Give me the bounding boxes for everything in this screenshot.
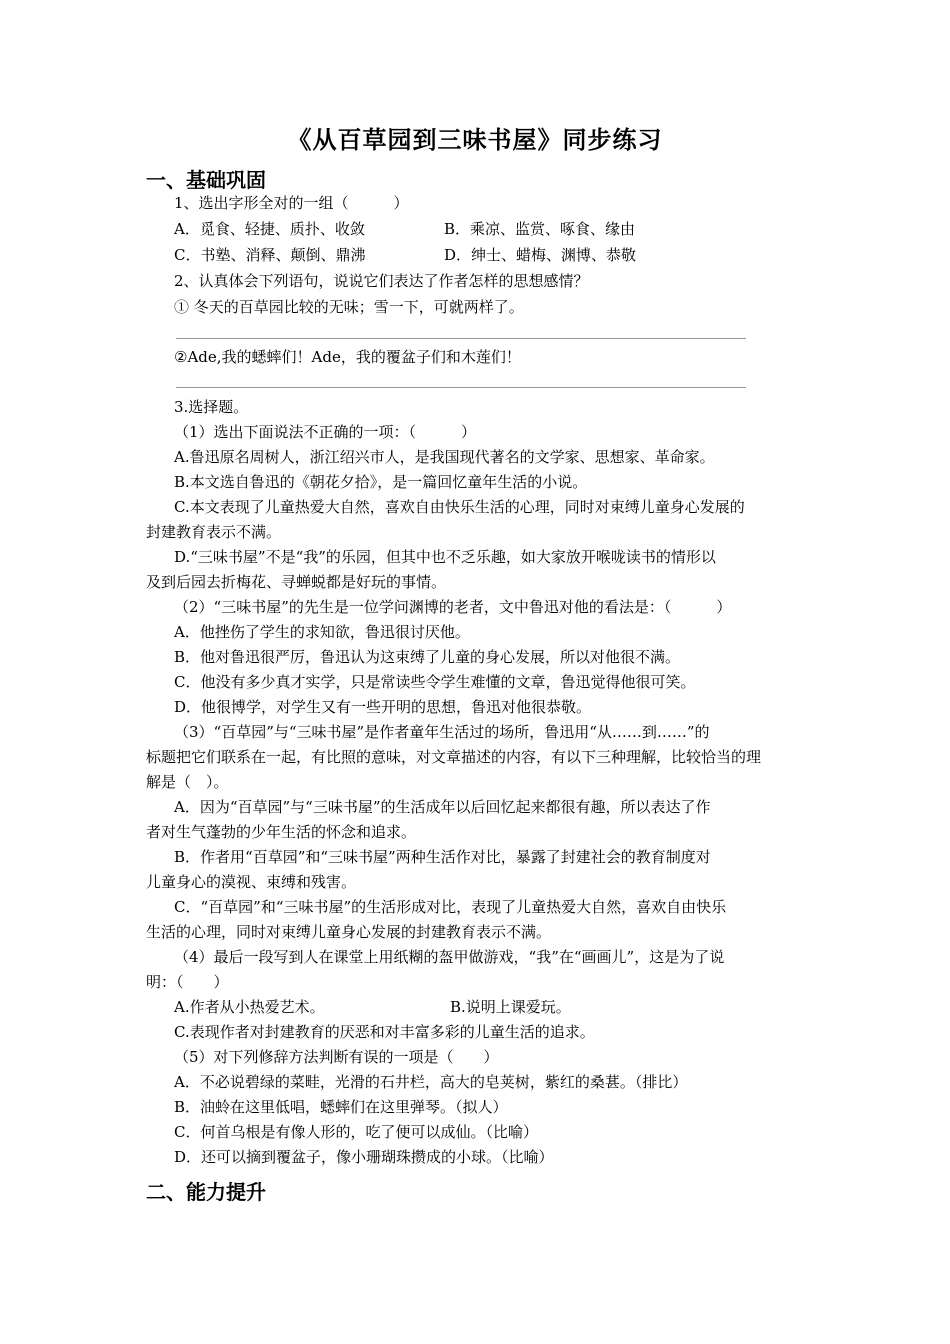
q2-sentence-2: ②Ade,我的蟋蟀们！Ade，我的覆盆子们和木莲们！ — [174, 348, 521, 366]
q3-2-stem: （2）“三味书屋”的先生是一位学问渊博的老者，文中鲁迅对他的看法是：（ ） — [174, 598, 732, 616]
q3-4-row1 — [174, 997, 571, 1017]
q2-sentence-1: ① 冬天的百草园比较的无味；雪一下，可就两样了。 — [174, 298, 524, 316]
q3-4-option-b: B.说明上课爱玩。 — [450, 998, 571, 1016]
answer-line-2 — [176, 387, 746, 388]
q3-4-option-c: C.表现作者对封建教育的厌恶和对丰富多彩的儿童生活的追求。 — [174, 1023, 595, 1041]
q3-2-option-d: D．他很博学，对学生又有一些开明的思想，鲁迅对他很恭敬。 — [174, 698, 592, 716]
q3-3-stem-line2: 标题把它们联系在一起，有比照的意味，对文章描述的内容，有以下三种理解，比较恰当的理 — [146, 748, 762, 766]
q3-1-option-c-line1: C.本文表现了儿童热爱大自然，喜欢自由快乐生活的心理，同时对束缚儿童身心发展的 — [174, 498, 745, 516]
section-heading-advanced: 二、能力提升 — [146, 1180, 266, 1204]
q3-1-option-d-line2: 及到后园去折梅花、寻蝉蜕都是好玩的事情。 — [146, 573, 447, 591]
q3-2-option-a: A．他挫伤了学生的求知欲，鲁迅很讨厌他。 — [174, 623, 470, 641]
q3-2-option-b: B．他对鲁迅很严厉，鲁迅认为这束缚了儿童的身心发展，所以对他很不满。 — [174, 648, 681, 666]
section-heading-basic: 一、基础巩固 — [146, 168, 266, 192]
q3-4-stem-line2: 明：（ ） — [146, 973, 229, 991]
q3-5-option-a: A．不必说碧绿的菜畦，光滑的石井栏，高大的皂荚树，紫红的桑葚。（排比） — [174, 1073, 688, 1091]
q3-3-stem-line3: 解是（ ）。 — [146, 773, 229, 791]
page-title: 《从百草园到三味书屋》同步练习 — [287, 125, 663, 154]
q1-option-c: C．书塾、消释、颠倒、鼎沸 — [174, 246, 366, 264]
q3-5-option-c: C．何首乌根是有像人形的，吃了便可以成仙。（比喻） — [174, 1123, 538, 1141]
q3-3-option-b-line2: 儿童身心的漠视、束缚和残害。 — [146, 873, 357, 891]
q1-option-d: D．绅士、蜡梅、渊博、恭敬 — [444, 246, 637, 264]
q3-1-option-b: B.本文选自鲁迅的《朝花夕拾》，是一篇回忆童年生活的小说。 — [174, 473, 588, 491]
q3-1-option-d-line1: D.“三味书屋”不是“我”的乐园，但其中也不乏乐趣，如大家放开喉咙读书的情形以 — [174, 548, 716, 566]
q3-2-option-c: C．他没有多少真才实学，只是常读些令学生难懂的文章，鲁迅觉得他很可笑。 — [174, 673, 696, 691]
q1-option-b: B．乘凉、监赏、啄食、缘由 — [444, 220, 636, 238]
q3-5-stem: （5）对下列修辞方法判断有误的一项是（ ） — [174, 1048, 499, 1066]
q3-3-stem-line1: （3）“百草园”与“三味书屋”是作者童年生活过的场所，鲁迅用“从……到……”的 — [174, 723, 710, 741]
q3-1-option-c-line2: 封建教育表示不满。 — [146, 523, 282, 541]
q3-3-option-c-line1: C．“百草园”和“三味书屋”的生活形成对比，表现了儿童热爱大自然，喜欢自由快乐 — [174, 898, 727, 916]
q3-3-option-b-line1: B．作者用“百草园”和“三味书屋”两种生活作对比，暴露了封建社会的教育制度对 — [174, 848, 711, 866]
q3-1-option-a: A.鲁迅原名周树人，浙江绍兴市人，是我国现代著名的文学家、思想家、革命家。 — [174, 448, 715, 466]
q3-stem: 3.选择题。 — [174, 398, 249, 416]
q1-stem: 1、选出字形全对的一组（ ） — [174, 194, 409, 212]
q1-row1 — [174, 219, 636, 239]
q3-1-stem: （1）选出下面说法不正确的一项：（ ） — [174, 423, 477, 441]
q3-3-option-c-line2: 生活的心理，同时对束缚儿童身心发展的封建教育表示不满。 — [146, 923, 552, 941]
q2-stem: 2、认真体会下列语句，说说它们表达了作者怎样的思想感情？ — [174, 272, 589, 290]
q3-3-option-a-line1: A．因为“百草园”与“三味书屋”的生活成年以后回忆起来都很有趣，所以表达了作 — [174, 798, 711, 816]
q3-4-option-a: A.作者从小热爱艺术。 — [174, 998, 325, 1016]
q3-3-option-a-line2: 者对生气蓬勃的少年生活的怀念和追求。 — [146, 823, 417, 841]
q1-option-a: A．觅食、轻捷、质扑、收敛 — [174, 220, 365, 238]
q3-5-option-b: B．油蛉在这里低唱，蟋蟀们在这里弹琴。（拟人） — [174, 1098, 508, 1116]
q1-row2 — [174, 245, 637, 265]
answer-line-1 — [176, 338, 746, 339]
q3-5-option-d: D．还可以摘到覆盆子，像小珊瑚珠攒成的小球。（比喻） — [174, 1148, 554, 1166]
q3-4-stem-line1: （4）最后一段写到人在课堂上用纸糊的盔甲做游戏，“我”在“画画儿”，这是为了说 — [174, 948, 725, 966]
